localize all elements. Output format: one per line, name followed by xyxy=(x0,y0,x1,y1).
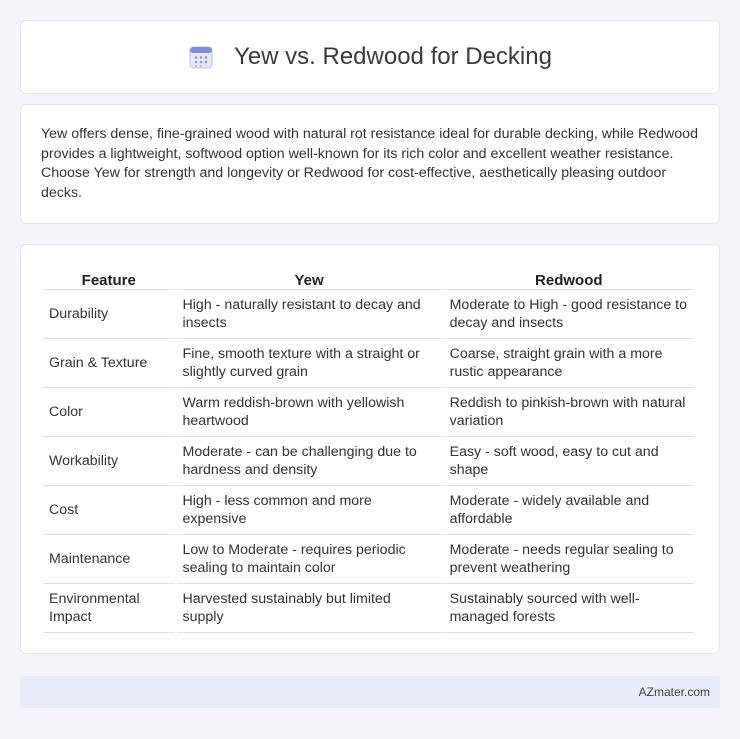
table-row xyxy=(43,339,694,388)
feature-cell: Workability xyxy=(43,437,175,486)
yew-cell: High - less common and more expensive xyxy=(177,486,442,535)
page-title: Yew vs. Redwood for Decking xyxy=(234,43,552,70)
yew-cell: Low to Moderate - requires periodic sealing to maintain color xyxy=(177,535,442,584)
redwood-cell: Reddish to pinkish-brown with natural variation xyxy=(444,388,694,437)
redwood-cell: Moderate - widely available and affordable xyxy=(444,486,694,535)
yew-cell: Harvested sustainably but limited supply xyxy=(177,584,442,633)
intro-text: Yew offers dense, fine-grained wood with natural rot resistance ideal for durable decking, while Redwood provides a lightweight, softwood option well-known for its rich color and excellent weather resistance. Choose Yew for strength and longevity or Redwood for cost-effective, aesthetically pleasing outdoor decks. xyxy=(41,126,698,201)
calendar-icon xyxy=(188,44,214,70)
feature-cell: Color xyxy=(43,388,175,437)
feature-cell: Maintenance xyxy=(43,535,175,584)
header-yew: Yew xyxy=(294,272,324,289)
yew-cell: Moderate - can be challenging due to hardness and density xyxy=(177,437,442,486)
yew-cell: Warm reddish-brown with yellowish heartwood xyxy=(177,388,442,437)
comparison-table xyxy=(41,267,696,633)
title-card xyxy=(20,20,720,94)
feature-cell: Durability xyxy=(43,289,175,339)
table-row xyxy=(43,388,694,437)
header-redwood: Redwood xyxy=(535,272,603,289)
redwood-cell: Moderate to High - good resistance to decay and insects xyxy=(444,289,694,339)
feature-cell: Grain & Texture xyxy=(43,339,175,388)
table-row xyxy=(43,437,694,486)
redwood-cell: Easy - soft wood, easy to cut and shape xyxy=(444,437,694,486)
comparison-card xyxy=(20,244,720,654)
redwood-cell: Moderate - needs regular sealing to prevent weathering xyxy=(444,535,694,584)
header-feature: Feature xyxy=(81,272,136,289)
table-row xyxy=(43,486,694,535)
feature-cell: Environmental Impact xyxy=(43,584,175,633)
redwood-cell: Coarse, straight grain with a more rustic appearance xyxy=(444,339,694,388)
table-row xyxy=(43,584,694,633)
redwood-cell: Sustainably sourced with well-managed forests xyxy=(444,584,694,633)
yew-cell: Fine, smooth texture with a straight or slightly curved grain xyxy=(177,339,442,388)
table-row xyxy=(43,289,694,339)
table-row xyxy=(43,535,694,584)
feature-cell: Cost xyxy=(43,486,175,535)
footer-site-link[interactable]: AZmater.com xyxy=(638,685,710,699)
footer xyxy=(20,676,720,708)
title-wrap xyxy=(188,43,552,71)
yew-cell: High - naturally resistant to decay and insects xyxy=(177,289,442,339)
intro-card xyxy=(20,104,720,224)
table-header-row xyxy=(43,267,694,289)
